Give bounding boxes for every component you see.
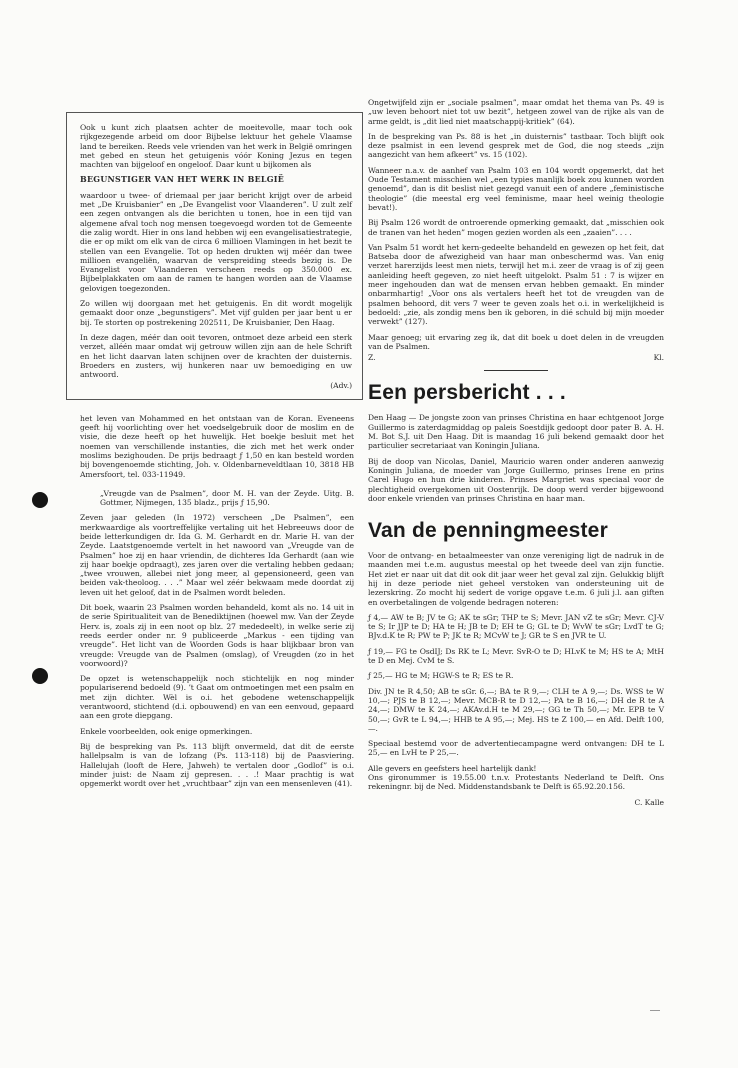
- review-paragraph: Ongetwijfeld zijn er „sociale psalmen”, maar omdat het thema van Ps. 49 is „uw leven behoort niet tot uw bezit”, hetgeen zowel van de rijke als van de arme geldt, is „dit lied niet maatschappij-kritiek” (64).: [368, 98, 664, 126]
- review-paragraph: Bij Psalm 126 wordt de ontroerende opmerking gemaakt, dat „misschien ook de tranen van het heden” mogen gezien worden als een „zaaien”. . . .: [368, 218, 664, 237]
- ad-intro: Ook u kunt zich plaatsen achter de moeitevolle, maar toch ook rijkgezegende arbeid om door Bijbelse lektuur het gehele Vlaamse land te bereiken. Reeds vele vrienden van het werk in België omringen met gebed en steun het getuigenis vóór Koning Jezus en tegen machten van bijgeloof en ongeloof. Daar kunt u bijkomen als: [80, 123, 352, 170]
- treasurer-thanks: Alle gevers en geefsters heel hartelijk dank!: [368, 763, 537, 773]
- press-paragraph: Den Haag — De jongste zoon van prinses Christina en haar echtgenoot Jorge Guillermo is zaterdagmiddag op paleis Soestdijk gedoopt door pater B. A. H. M. Bot S.J. uit Den Haag. Dit is maandag 16 juli bekend gemaakt door het particulier secretariaat van Koningin Juliana.: [368, 413, 664, 451]
- signature-right: Kl.: [653, 353, 664, 363]
- review-paragraph: De opzet is wetenschappelijk noch stichtelijk en nog minder populariserend bedoeld (9). ’t Gaat om ontmoetingen met een psalm en met zijn dichter. Wèl is o.i. het gebodene wetenschappelijk verantwoord, stichtend (d.i. opbouwend) en van een eenvoud, gepaard aan een grote diepgang.: [80, 674, 354, 721]
- page-mark: [650, 1010, 660, 1011]
- press-paragraph: Bij de doop van Nicolas, Daniel, Mauricio waren onder anderen aanwezig Koningin Juliana, de moeder van Jorge Guillermo, prinses Irene en prins Carel Hugo en hun drie kinderen. Prinses Margriet was speciaal voor de plechtigheid overgekomen uit Oostenrijk. De doop werd verder bijgewoond door enkele vrienden van prinses Christina en haar man.: [368, 456, 664, 503]
- donation-list: ƒ 19,— FG te OsdIJ; Ds RK te L; Mevr. SvR-O te D; HLvK te M; HS te A; MtH te D en Mej. CvM te S.: [368, 646, 664, 666]
- review-paragraph: Dit boek, waarin 23 Psalmen worden behandeld, komt als no. 14 uit in de serie Spiritualiteit van de Benediktijnen (hoewel mw. Van der Zeyde Herv. is, zoals zij in een noot op blz. 27 mededeelt), in welke serie zij reeds eerder onder nr. 9 publiceerde „Markus - een tijding van vreugde”. Het licht van de Woorden Gods is haar blijkbaar bron van vreugde: Vreugde van de Psalmen (omslag), of Vreugden (zo in het voorwoord)?: [80, 603, 354, 668]
- review-paragraph: Van Psalm 51 wordt het kern-gedeelte behandeld en gewezen op het feit, dat Batseba door de afwezigheid van haar man onbeschermd was. Van enig verzet harerzijds leest men niets, terwijl het m.i. zeer de vraag is of zij geen aanleiding heeft gegeven, zo niet heeft uitgelokt. Psalm 51 : 7 is wijzer en meer ingehouden dan wat de mensen ervan hebben gemaakt. En minder onbarmhartig! „Voor ons als vertalers heeft het tot de vreugden van de psalmen behoord, dit vers 7 weer te geven zoals het o.i. in werkelijkheid is bedoeld: „zie, als zondig mens ben ik geboren, in dié schuld bij mijn moeder verwekt” (127).: [368, 242, 664, 327]
- treasurer-heading: Van de penningmeester: [368, 519, 608, 543]
- donation-special: Speciaal bestemd voor de advertentiecampagne werd ontvangen: DH te L 25,— en LvH te P 25,—.: [368, 739, 664, 758]
- donation-list: ƒ 4,— AW te B; JV te G; AK te sGr; THP te S; Mevr. JAN vZ te sGr; Mevr. CJ-V te S; Ir JJP te D; HA te H; JB te D; EH te G; GL te D; WvW te sGr; LvdT te G; BJv.d.K te R; PW te P; JK te R; MCvW te J; GR te S en JVR te U.: [368, 612, 664, 641]
- signature-left: Z.: [368, 353, 376, 363]
- review-paragraph: Maar genoeg; uit ervaring zeg ik, dat dit boek u doet delen in de vreugden van de Psalmen.: [368, 332, 664, 351]
- ad-heading: BEGUNSTIGER VAN HET WERK IN BELGIË: [80, 175, 285, 185]
- right-column: [368, 98, 664, 807]
- left-column: [80, 112, 354, 794]
- review-paragraph: Bij de bespreking van Ps. 113 blijft onvermeld, dat dit de eerste hallelpsalm is van de lofzang (Ps. 113-118) bij de Paasviering. Hallelujah (looft de Here, Jahweh) te vertalen door „Godlof” is o.i. minder juist: de Naam zij gepresen. . . .! Maar prachtig is wat opgemerkt wordt over het „vruchtbaar” zijn van een mensenleven (41).: [80, 741, 354, 789]
- review-title: „Vreugde van de Psalmen”, door M. H. van der Zeyde. Uitg. B. Gottmer, Nijmegen, 135 bladz., prijs ƒ 15,90.: [100, 488, 354, 508]
- ad-resistance: In deze dagen, méér dan ooit tevoren, ontmoet deze arbeid een sterk verzet, alléén maar omdat wij getrouw willen zijn aan de hele Schrift en het licht daarvan laten schijnen over de krachten der duisternis. Broeders en zusters, wij hunkeren naar uw bemoediging en uw antwoord.: [80, 332, 352, 380]
- ad-body: waardoor u twee- of driemaal per jaar bericht krijgt over de arbeid met „De Kruisbanier” en „De Evangelist voor Vlaanderen”. U zult zelf een zegen ontvangen als die berichten u tonen, hoe in een tijd van algemene afval toch nog mensen toegevoegd worden tot de Gemeente die zalig wordt. Hier in ons land hebben wij een evangelisatiestrategie, die er op mikt om elk van de circa 6 millioen Vlamingen in het bezit te stellen van een Evangelie. Tot op heden drukten wij méér dan twee millioen evangeliën, waarvan de verspreiding steeds bezig is. De Evangelist voor Vlaanderen verscheen reeds op 350.000 ex. Bijbelplakkaten om aan de ramen te hangen worden aan de Vlaamse gelovigen toegezonden.: [80, 190, 352, 293]
- treasurer-intro: Voor de ontvang- en betaalmeester van onze vereniging ligt de nadruk in de maanden mei t.e.m. augustus meestal op het tweede deel van zijn functie. Het ziet er naar uit dat dit ook dit jaar weer het geval zal zijn. Gelukkig blijft hij in deze periode niet geheel verstoken van ondersteuning uit de lezerskring. Zo mocht hij sedert de vorige opgave t.e.m. 6 juli j.l. aan giften en overbetalingen de volgende bedragen noteren:: [368, 551, 664, 607]
- review-paragraph: Wanneer n.a.v. de aanhef van Psalm 103 en 104 wordt opgemerkt, dat het Oude Testament misschien wel „een typies manlijk boek zou kunnen worden genoemd”, dan is dit beslist niet gezegd vanuit een of andere „feministische theologie” (die meestal erg veel feminisme, maar heel weinig theologie bevat!).: [368, 165, 664, 212]
- donation-list: Div. JN te R 4,50; AB te sGr. 6,—; BA te R 9,—; CLH te A 9,—; Ds. WSS te W 10,—; PJS te B 12,—; Mevr. MCB-R te D 12,—; PA te B 16,—; DH de R te A 24,—; DMW te K 24,—; AKAv.d.H te M 29,—; GG te Th 50,—; Mr. EPB te V 50,—; GvR te L 94,—; HHB te A 95,—; Mej. HS te Z 100,— en Afd. Delft 100,—.: [368, 686, 664, 733]
- press-heading: Een persbericht . . .: [368, 381, 566, 405]
- review-signature: [368, 353, 664, 362]
- ad-tag: (Adv.): [330, 381, 352, 391]
- punch-hole: [32, 668, 48, 684]
- advertisement-box: [66, 112, 363, 400]
- review-paragraph: Zeven jaar geleden (In 1972) verscheen „De Psalmen”, een merkwaardige als voortreffelijke vertaling uit het Hebreeuws door de beide letterkundigen dr. Ida G. M. Gerhardt en dr. Marie H. van der Zeyde. Laatstgenoemde vertelt in het nawoord van „Vreugde van de Psalmen” hoe zij en haar vriendin, de dichteres Ida Gerhardt (aan wie zij haar boekje opdraagt), zes jaren over die vertaling hebben gedaan; „twee vrouwen, allebei niet jong meer, al gepensioneerd, geen van beiden vak-theoloog. . . .” Maar wel zéér bekwaam mede doordat zij leven uit het geloof, dat in de Psalmen wordt beleden.: [80, 513, 354, 597]
- koran-paragraph: het leven van Mohammed en het ontstaan van de Koran. Eveneens geeft hij voorlichting over het voedselgebruik door de moslim en de visie, die deze heeft op het huwelijk. Het boekje besluit met het noemen van verschillende instanties, die zich met het werk onder moslims bezighouden. De prijs bedraagt ƒ 1,50 en kan besteld worden bij bovengenoemde stichting, Joh. v. Oldenbarneveldtlaan 10, 3818 HB Amersfoort, tel. 033-11949.: [80, 413, 354, 479]
- treasurer-signature: C. Kalle: [634, 797, 664, 807]
- treasurer-account: Ons gironummer is 19.55.00 t.n.v. Protestants Nederland te Delft. Ons rekeningnr. bij de Ned. Middenstandsbank te Delft is 65.92.20.156.: [368, 773, 664, 792]
- ad-support: Zo willen wij doorgaan met het getuigenis. En dit wordt mogelijk gemaakt door onze „begunstigers”. Met vijf gulden per jaar bent u er bij. Te storten op postrekening 202511, De Kruisbanier, Den Haag.: [80, 299, 352, 327]
- review-paragraph: In de bespreking van Ps. 88 is het „in duisternis” tastbaar. Toch blijft ook deze psalmist in een levend gesprek met de God, die nog steeds „zijn aangezicht van hem afkeert” vs. 15 (102).: [368, 131, 664, 160]
- section-divider: [484, 370, 548, 371]
- punch-hole: [32, 492, 48, 508]
- review-paragraph: Enkele voorbeelden, ook enige opmerkingen.: [80, 726, 253, 736]
- donation-list: ƒ 25,— HG te M; HGW-S te R; ES te R.: [368, 671, 514, 681]
